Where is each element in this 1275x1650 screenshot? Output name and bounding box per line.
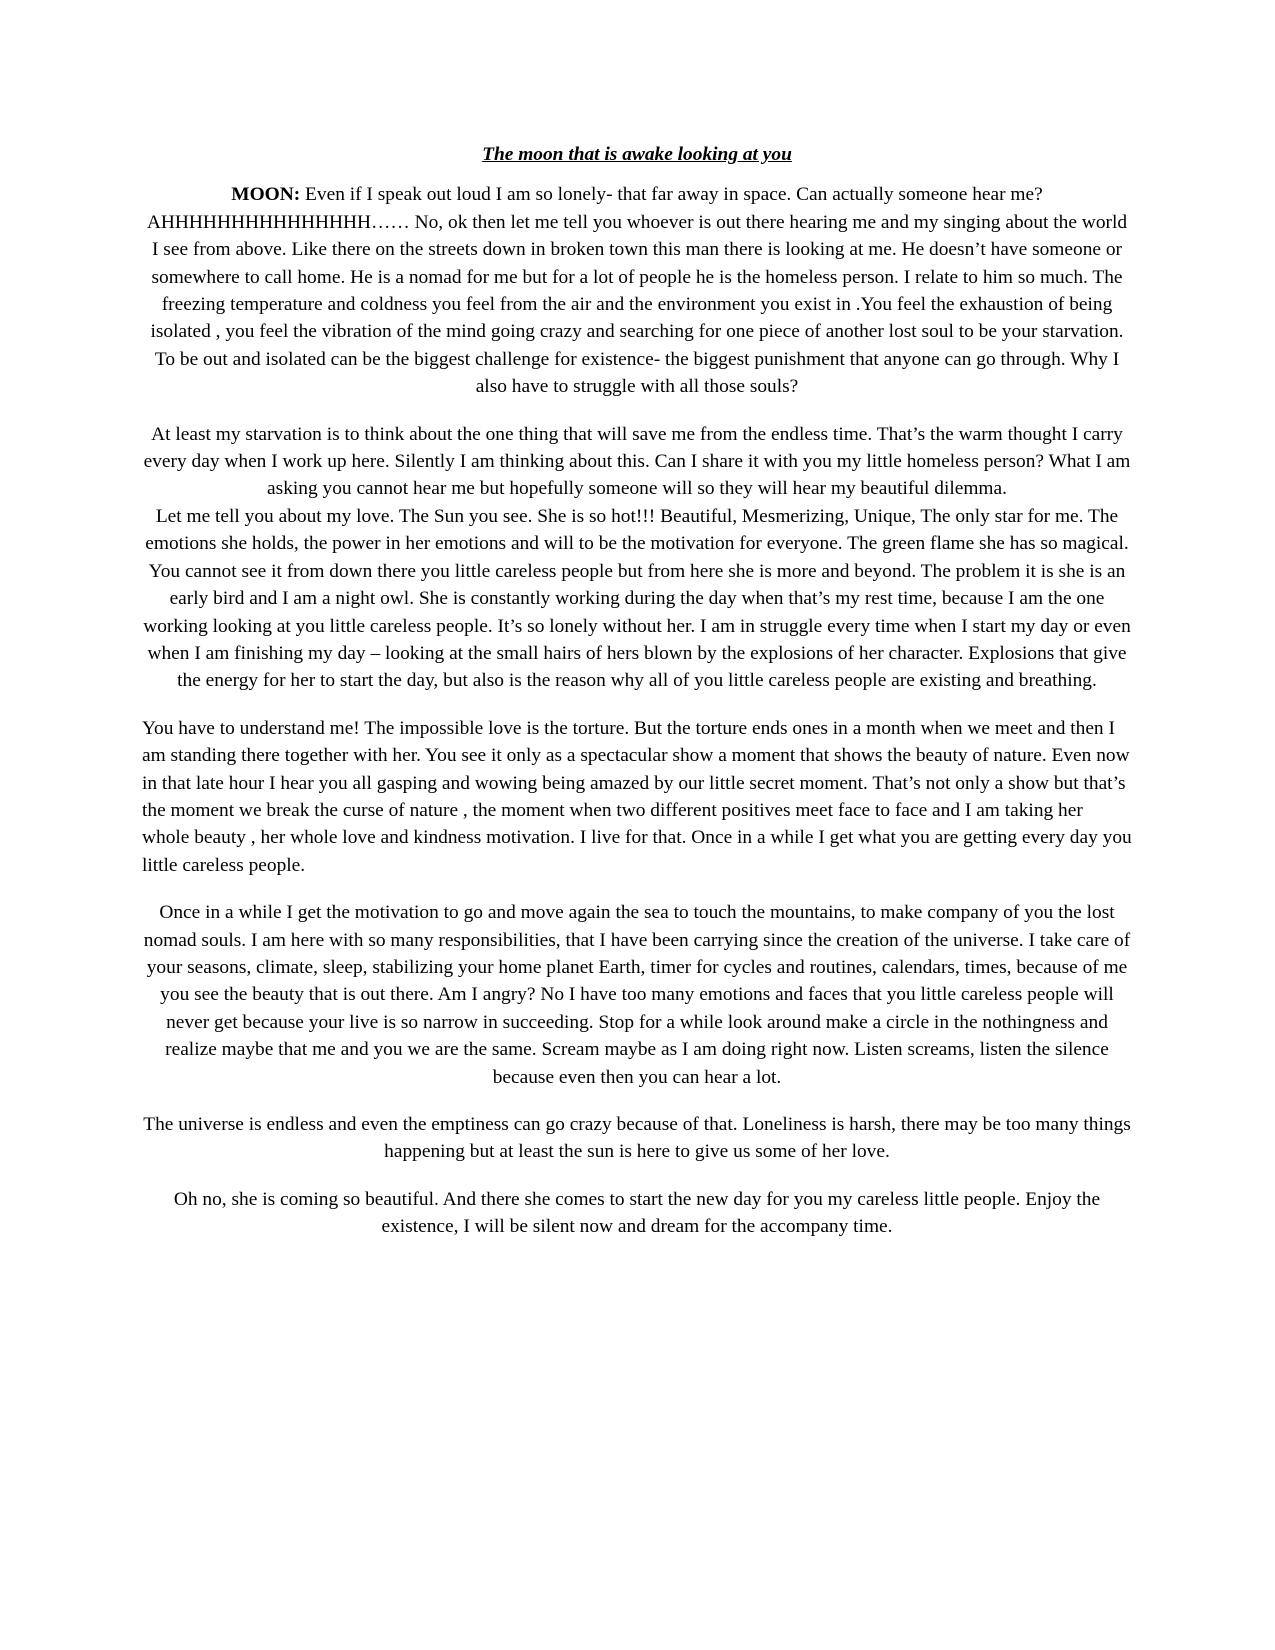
paragraph-7: Oh no, she is coming so beautiful. And there she comes to start the new day for you my careless little people. Enjoy the existence, I will be silent now and dream for the accompany time.	[173, 1188, 1101, 1238]
paragraph-3: Let me tell you about my love. The Sun you see. She is so hot!!! Beautiful, Mesmerizing, Unique, The only star for me. The emotions she holds, the power in her emotions and will to be the motivation for everyone. The green flame she has so magical. You cannot see it from down there you little careless people but from here she is more and beyond. The problem it is she is an early bird and I am a night owl. She is constantly working during the day when that’s my rest time, because I am the one working looking at you little careless people. It’s so lonely without her. I am in struggle every time when I start my day or even when I am finishing my day – looking at the small hairs of hers blown by the explosions of her character. Explosions that give the energy for her to start the day, but also is the reason why all of you little careless people are existing and breathing.	[143, 505, 1131, 692]
document-body	[142, 141, 1132, 1261]
paragraph-1-text: Even if I speak out loud I am so lonely- that far away in space. Can actually someone hear me? AHHHHHHHHHHHHHHH…… No, ok then let me tell you whoever is out there hearing me and my singing about the world I see from above. Like there on the streets down in broken town this man there is looking at me. He doesn’t have someone or somewhere to call home. He is a nomad for me but for a lot of people he is the homeless person. I relate to him so much. The freezing temperature and coldness you feel from the air and the environment you exist in .You feel the exhaustion of being isolated , you feel the vibration of the mind going crazy and searching for one piece of another lost soul to be your starvation. To be out and isolated can be the biggest challenge for existence- the biggest punishment that anyone can go through. Why I also have to struggle with all those souls?	[146, 184, 1128, 398]
paragraph-5: Once in a while I get the motivation to go and move again the sea to touch the mountains, to make company of you the lost nomad souls. I am here with so many responsibilities, that I have been carrying since the creation of the universe. I take care of your seasons, climate, sleep, stabilizing your home planet Earth, timer for cycles and routines, calendars, times, because of me you see the beauty that is out there. Am I angry? No I have too many emotions and faces that you little careless people will never get because your live is so narrow in succeeding. Stop for a while look around make a circle in the nothingness and realize maybe that me and you we are the same. Scream maybe as I am doing right now. Listen screams, listen the silence because even then you can hear a lot.	[143, 902, 1131, 1088]
paragraph-4: You have to understand me! The impossible love is the torture. But the torture ends ones in a month when we meet and then I am standing there together with her. You see it only as a spectacular show a moment that shows the beauty of nature. Even now in that late hour I hear you all gasping and wowing being amazed by our little secret moment. That’s not only a show but that’s the moment we break the curse of nature , the moment when two different positives meet face to face and I am taking her whole beauty , her whole love and kindness motivation. I live for that. Once in a while I get what you are getting every day you little careless people.	[142, 717, 1132, 876]
paragraph-2: At least my starvation is to think about the one thing that will save me from the endless time. That’s the warm thought I carry every day when I work up here. Silently I am thinking about this. Can I share it with you my little homeless person? What I am asking you cannot hear me but hopefully someone will so they will hear my beautiful dilemma.	[143, 423, 1131, 500]
speaker-label: MOON:	[231, 184, 301, 206]
paragraph-6: The universe is endless and even the emptiness can go crazy because of that. Loneliness is harsh, there may be too many things happening but at least the sun is here to give us some of her love.	[143, 1114, 1131, 1163]
paragraph-1	[142, 181, 1132, 400]
document-title: The moon that is awake looking at you	[482, 144, 792, 165]
